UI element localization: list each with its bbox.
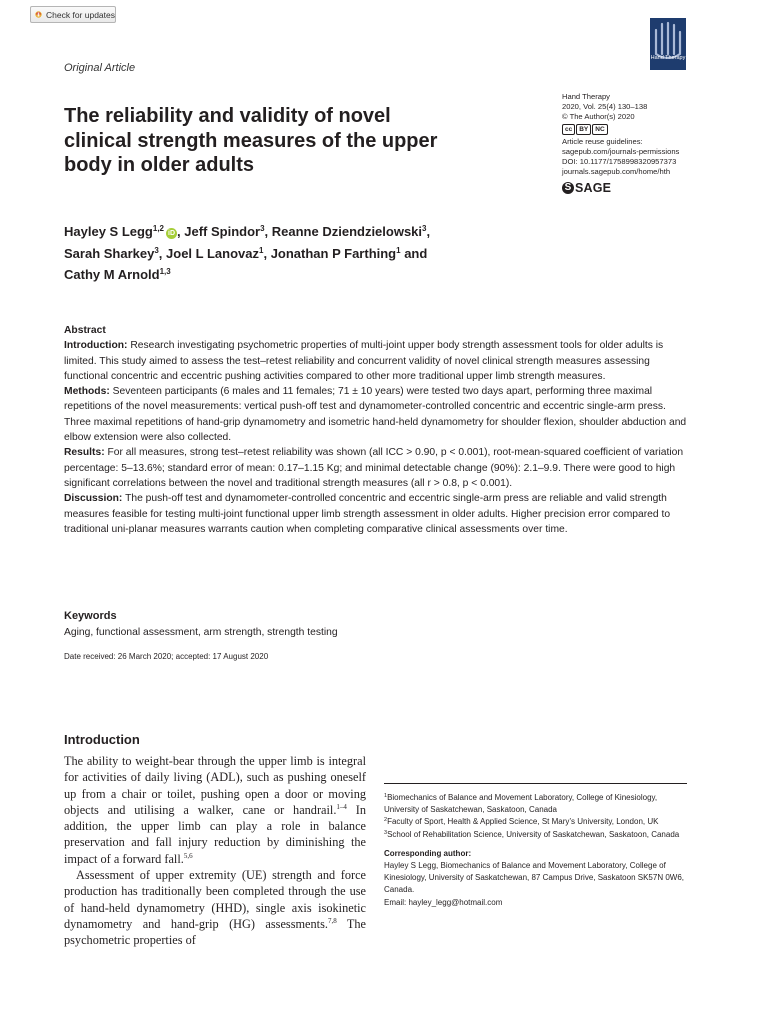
check-for-updates-label: Check for updates <box>46 9 115 20</box>
author-affiliation-ref: 1 <box>259 245 264 255</box>
article-dates: Date received: 26 March 2020; accepted: 17 August 2020 <box>64 652 269 661</box>
author-list: Hayley S Legg$^{1,2}$iD , Jeff Spindor$^3$, Reanne Dziendzielowski$^3$, Sarah Sharkey$^3$, Joel L Lanovaz$^1$, Jonathan P Farthing$^1$ and Cathy M Arnold$^{1,3}$ <box>64 224 431 282</box>
cc-by-icon: BY <box>576 124 591 135</box>
section-label: Discussion: <box>64 493 123 505</box>
author-affiliation-ref: 3 <box>260 224 265 233</box>
journal-info <box>562 92 722 194</box>
check-for-updates-button[interactable] <box>30 6 116 23</box>
section-text: The push-off test and dynamometer-controlled concentric and eccentric single-arm press are reliable and valid strength measures feasible for testing multi-joint functional upper limb strength assessment in older adults. Higher precision error compared to traditional uni-planar measures warrants caution when completing comparative clinical assessments over time. <box>64 493 671 535</box>
journal-name: Hand Therapy <box>562 92 610 101</box>
sage-logo <box>562 182 722 194</box>
orcid-icon[interactable]: iD <box>168 230 175 237</box>
journal-link[interactable]: journals.sagepub.com/home/hth <box>562 167 671 177</box>
author-conjunction: and <box>404 245 428 261</box>
affiliation-text: Faculty of Sport, Health & Applied Science, St Mary’s University, London, UK <box>387 817 659 827</box>
keywords-heading: Keywords <box>64 610 117 622</box>
logo-text: Hand Therapy <box>650 55 686 61</box>
corresponding-author-email[interactable]: Email: hayley_legg@hotmail.com <box>384 897 503 907</box>
author-name[interactable]: Hayley S Legg <box>64 224 153 239</box>
affiliation-number: 2 <box>384 817 388 824</box>
publisher-name: SAGE <box>575 181 612 196</box>
author-name[interactable]: Cathy M Arnold <box>64 267 160 282</box>
author-affiliation-ref: 1 <box>396 245 401 255</box>
affiliation-item <box>384 829 694 841</box>
reuse-link[interactable]: sagepub.com/journals-permissions <box>562 146 680 156</box>
reuse-label: Article reuse guidelines: <box>562 136 643 146</box>
section-text: Research investigating psychometric properties of multi-joint upper body strength assessment tools for older adults is limited. This study aimed to assess the test–retest reliability and concurrent validity of novel clinical strength measures assessing functional concentric and eccentric pushing activities compared to other more traditional upper limb strength measures. <box>64 340 664 382</box>
affiliation-number: 3 <box>384 829 388 836</box>
affiliation-item <box>384 792 694 816</box>
doi-link[interactable]: DOI: 10.1177/1758998320957373 <box>562 157 677 167</box>
paragraph-text: Assessment of upper extremity (UE) strength and force production has traditionally been completed through the use of hand-held dynamometry (HHD), single axis isokinetic dynamometry and hand-grip (HG) assessments. <box>64 868 366 931</box>
author-affiliation-ref: 1,3 <box>159 267 171 276</box>
footnote-divider <box>384 783 687 784</box>
section-label: Results: <box>64 447 105 459</box>
author-name[interactable]: Reanne Dziendzielowski <box>271 224 423 239</box>
cc-icon: cc <box>562 124 575 135</box>
affiliations <box>384 792 694 909</box>
affiliation-number: 1 <box>384 793 388 799</box>
abstract-introduction <box>64 338 690 384</box>
abstract-results <box>64 445 690 491</box>
author-affiliation-ref: 3 <box>422 224 427 233</box>
cc-license-icon[interactable] <box>562 124 722 135</box>
corresponding-author-address: Hayley S Legg, Biomechanics of Balance and Movement Laboratory, College of Kinesiology, University of Saskatchewan, 87 Campus Drive, Saskatoon SK57N 0W6, Canada. <box>384 861 684 895</box>
paragraph-text: The ability to weight-bear through the upper limb is integral for activities of daily living (ADL), such as pushing oneself up from a chair or toilet, pushing open a door or moving objects and utilising a walker, cane or handrail. <box>64 754 366 817</box>
copyright: © The Author(s) 2020 <box>562 112 635 122</box>
hand-therapy-logo-icon <box>650 18 686 70</box>
citation-ref[interactable]: 5,6 <box>183 851 193 860</box>
affiliation-item <box>384 816 694 828</box>
paragraph <box>64 867 366 948</box>
introduction-heading: Introduction <box>64 732 140 747</box>
author-name[interactable]: Sarah Sharkey <box>64 245 155 261</box>
article-title: The reliability and validity of novel clinical strength measures of the upper body in older adults <box>64 105 438 176</box>
paragraph <box>64 753 366 867</box>
paragraph-text: In addition, the upper limb can play a role in balance preservation and fall injury reduction by diminishing the impact of a forward fall. <box>64 802 366 866</box>
author-affiliation-ref: 1,2 <box>152 224 164 233</box>
section-label: Introduction: <box>64 340 128 352</box>
affiliation-text: Biomechanics of Balance and Movement Laboratory, College of Kinesiology, University of Saskatchewan, Saskatoon, Canada <box>384 793 658 815</box>
abstract-methods <box>64 384 690 445</box>
affiliation-text: School of Rehabilitation Science, University of Saskatchewan, Saskatoon, Canada <box>387 829 680 839</box>
article-type: Original Article <box>64 62 136 74</box>
section-label: Methods: <box>64 386 110 398</box>
introduction-body <box>64 753 366 949</box>
cc-nc-icon: NC <box>592 124 607 135</box>
abstract <box>64 323 690 537</box>
author-name[interactable]: Jonathan P Farthing <box>270 245 397 261</box>
section-text: For all measures, strong test–retest reliability was shown (all ICC > 0.90, p < 0.001), root-mean-squared coefficient of variation percentage: 5–13.6%; standard error of mean: 0.17–1.15 Kg; and minimal detectable change (90%): 2.1–9.9. There were good to high significant correlations between the novel and traditional strength measures (all r > 0.8, p < 0.001). <box>64 447 684 489</box>
author-name[interactable]: Jeff Spindor <box>184 224 261 239</box>
citation-ref[interactable]: 1–4 <box>336 802 347 811</box>
journal-logo <box>650 18 686 70</box>
section-text: Seventeen participants (6 males and 11 females; 71 ± 10 years) were tested two days apart, performing three maximal repetitions of the novel measurements: vertical push-off test and dynamometer-controlled concentric and eccentric single-arm press. Three maximal repetitions of hand-grip dynamometry and isometric hand-held dynamometry for shoulder flexion, shoulder abduction and elbow extension were also collected. <box>64 386 687 444</box>
keywords-list: Aging, functional assessment, arm strength, strength testing <box>64 627 338 638</box>
abstract-discussion <box>64 491 690 537</box>
author-affiliation-ref: 3 <box>154 245 159 255</box>
citation: 2020, Vol. 25(4) 130–138 <box>562 102 648 112</box>
citation-ref[interactable]: 7,8 <box>327 916 337 925</box>
corresponding-author-heading: Corresponding author: <box>384 848 472 858</box>
author-name[interactable]: Joel L Lanovaz <box>166 245 259 261</box>
crossmark-icon <box>35 9 42 20</box>
paragraph-text: The psychometric properties of <box>64 916 366 948</box>
sage-s-icon: S <box>562 182 574 194</box>
abstract-heading: Abstract <box>64 325 106 336</box>
